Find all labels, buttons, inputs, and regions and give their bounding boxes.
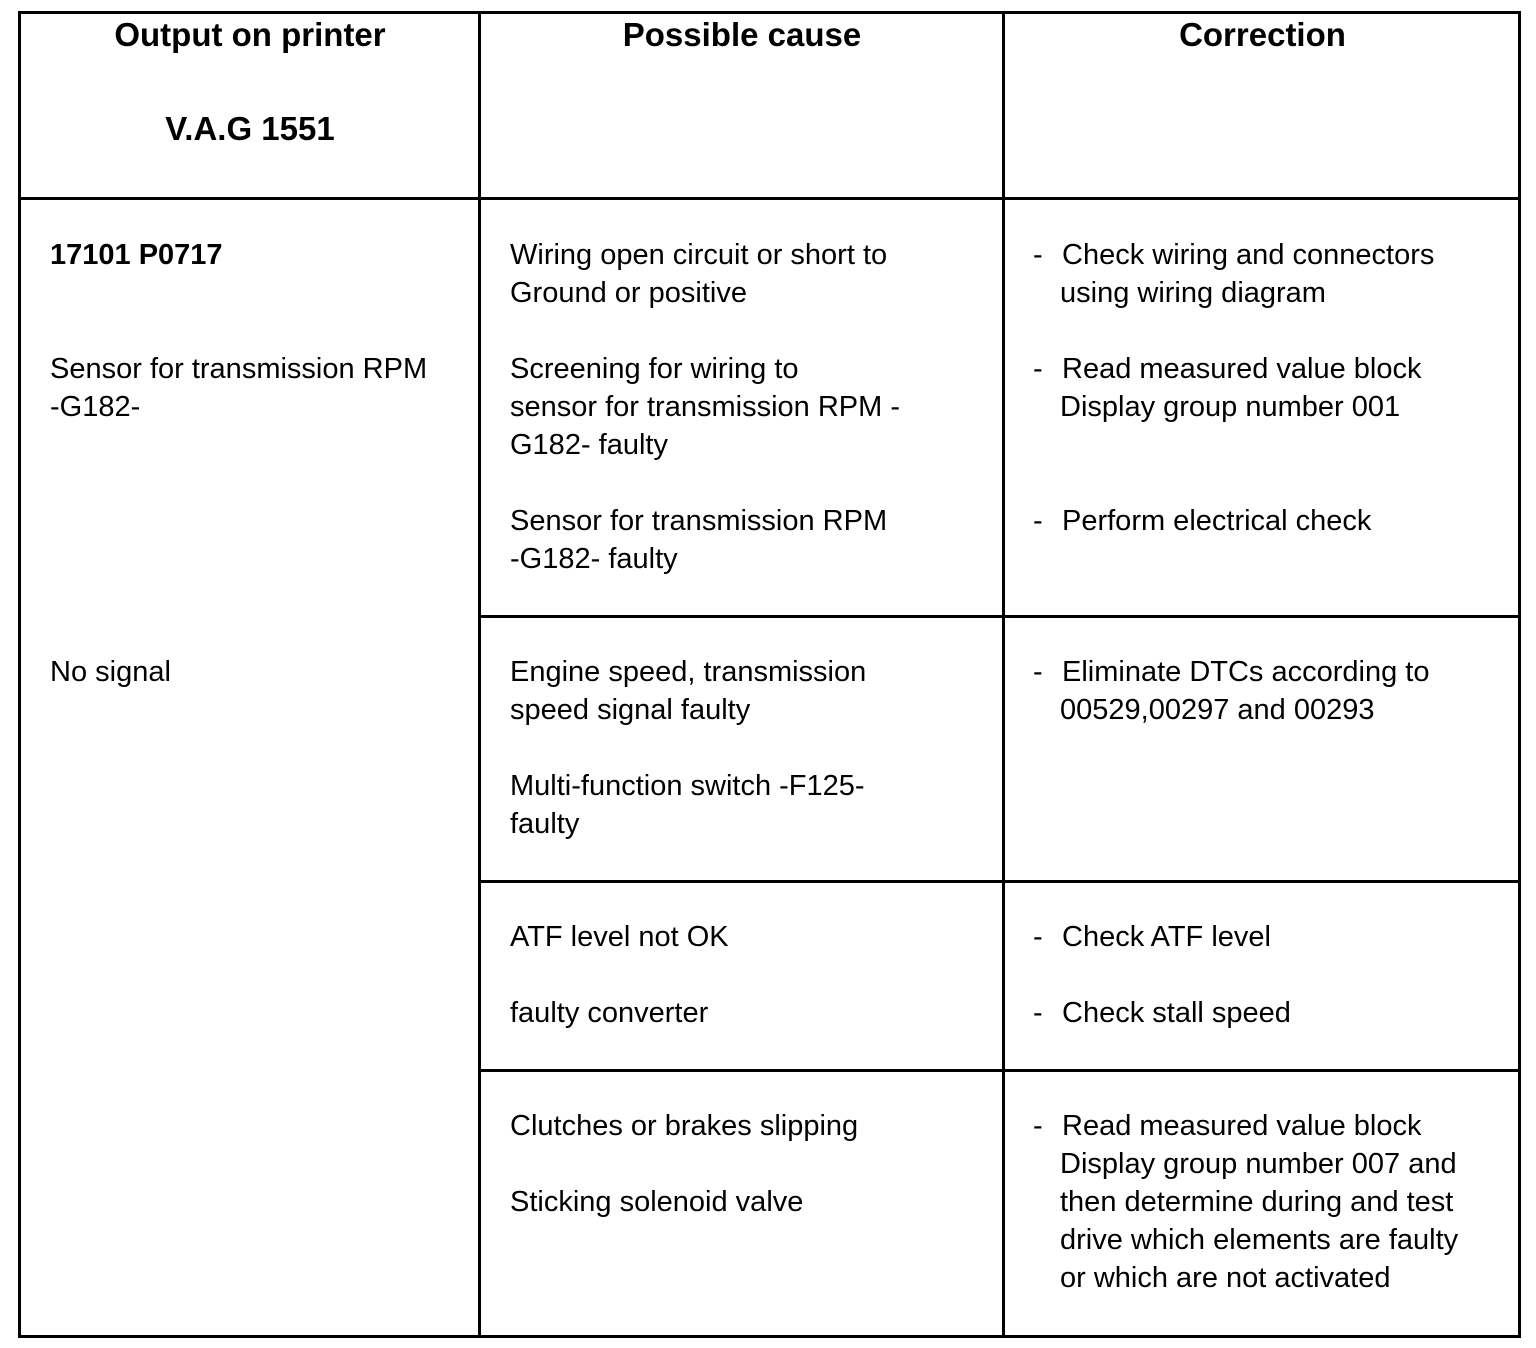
column-divider-1 <box>478 14 481 1335</box>
cause-text: Ground or positive <box>510 277 747 309</box>
cause-text: speed signal faulty <box>510 694 751 726</box>
cause-text: Multi-function switch -F125- <box>510 770 865 802</box>
bullet-dash: - <box>1033 997 1043 1029</box>
cause-text: Sensor for transmission RPM <box>510 505 888 537</box>
correction-text: Perform electrical check <box>1062 505 1372 537</box>
correction-text: using wiring diagram <box>1060 277 1326 309</box>
header-correction: Correction <box>1179 16 1346 53</box>
column-divider-2 <box>1002 14 1005 1335</box>
header-divider <box>21 197 1518 200</box>
component-name-line1: Sensor for transmission RPM <box>50 353 428 385</box>
bullet-dash: - <box>1033 656 1043 688</box>
cause-text: Sticking solenoid valve <box>510 1186 804 1218</box>
correction-text: Display group number 007 and <box>1060 1148 1457 1180</box>
correction-text: 00529,00297 and 00293 <box>1060 694 1375 726</box>
correction-text: Display group number 001 <box>1060 391 1401 423</box>
cause-text: Screening for wiring to <box>510 353 799 385</box>
cause-text: G182- faulty <box>510 429 668 461</box>
correction-text: Eliminate DTCs according to <box>1062 656 1430 688</box>
cause-text: faulty converter <box>510 997 709 1029</box>
cause-text: faulty <box>510 808 580 840</box>
row-divider-1 <box>478 615 1518 618</box>
correction-text: Check ATF level <box>1062 921 1271 953</box>
bullet-dash: - <box>1033 239 1043 271</box>
fault-status: No signal <box>50 656 171 688</box>
bullet-dash: - <box>1033 1110 1043 1142</box>
row-divider-2 <box>478 880 1518 883</box>
cause-text: sensor for transmission RPM - <box>510 391 900 423</box>
cause-text: Clutches or brakes slipping <box>510 1110 859 1142</box>
cause-text: ATF level not OK <box>510 921 729 953</box>
cause-text: -G182- faulty <box>510 543 678 575</box>
header-possible-cause: Possible cause <box>622 16 862 53</box>
correction-text: drive which elements are faulty <box>1060 1224 1459 1256</box>
correction-text: Check stall speed <box>1062 997 1291 1029</box>
correction-text: Read measured value block <box>1062 1110 1422 1142</box>
correction-text: then determine during and test <box>1060 1186 1454 1218</box>
correction-text: Read measured value block <box>1062 353 1422 385</box>
row-divider-3 <box>478 1069 1518 1072</box>
bullet-dash: - <box>1033 921 1043 953</box>
bullet-dash: - <box>1033 353 1043 385</box>
component-name-line2: -G182- <box>50 391 141 423</box>
header-output-on-printer: Output on printer <box>114 16 386 53</box>
correction-text: Check wiring and connectors <box>1062 239 1435 271</box>
cause-text: Engine speed, transmission <box>510 656 867 688</box>
cause-text: Wiring open circuit or short to <box>510 239 888 271</box>
header-device-name: V.A.G 1551 <box>165 110 335 147</box>
correction-text: or which are not activated <box>1060 1262 1391 1294</box>
fault-code: 17101 P0717 <box>50 239 223 271</box>
bullet-dash: - <box>1033 505 1043 537</box>
